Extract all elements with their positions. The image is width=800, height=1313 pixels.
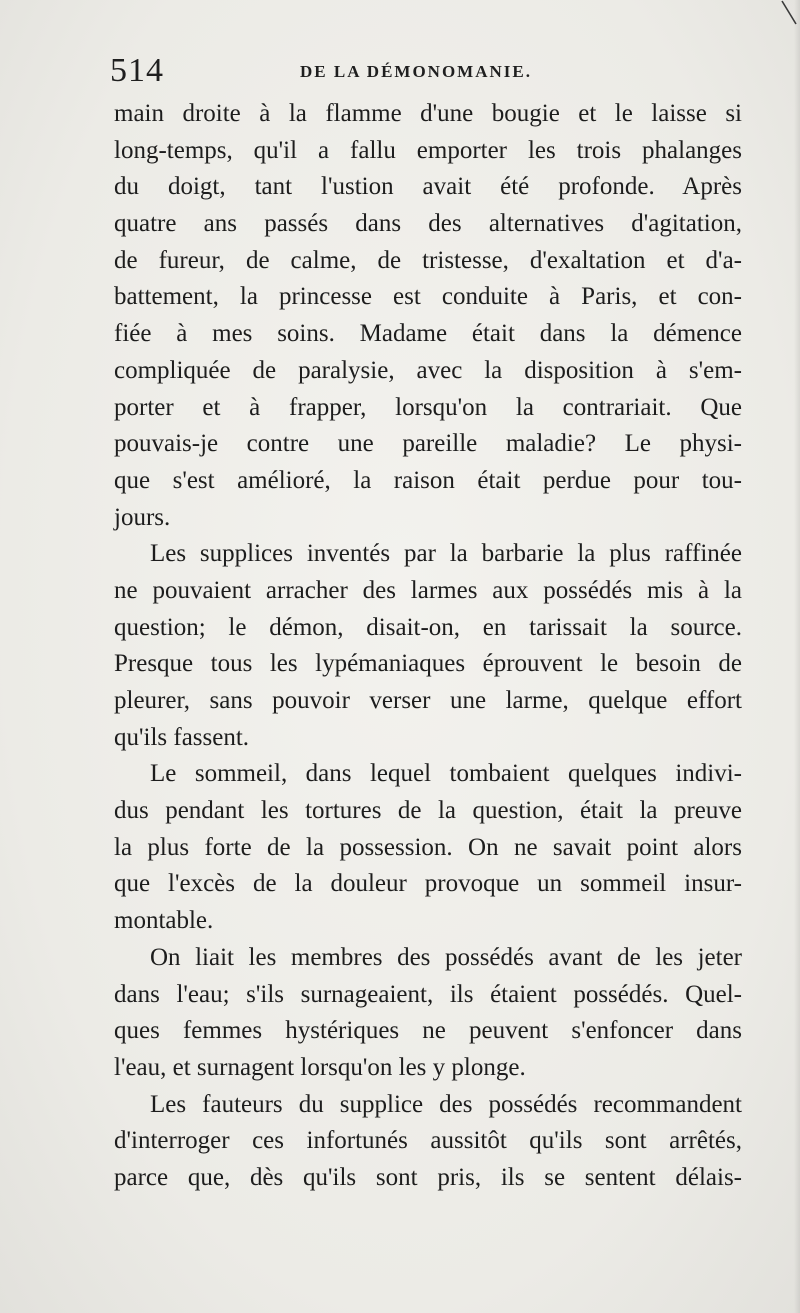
text-line: de fureur, de calme, de tristesse, d'exaltation et d'a- bbox=[114, 246, 742, 274]
text-line: Le sommeil, dans lequel tombaient quelques indivi- bbox=[150, 760, 742, 788]
text-line: dus pendant les tortures de la question, était la preuve bbox=[114, 797, 742, 825]
text-line: porter et à frapper, lorsqu'on la contrariait. Que bbox=[114, 393, 742, 421]
running-title: DE LA DÉMONOMANIE. bbox=[300, 62, 532, 81]
text-line: quatre ans passés dans des alternatives d'agitation, bbox=[114, 210, 742, 238]
text-line: dans l'eau; s'ils surnageaient, ils étaient possédés. Quel- bbox=[114, 980, 742, 1008]
text-line: ne pouvaient arracher des larmes aux possédés mis à la bbox=[114, 576, 742, 604]
text-line: Presque tous les lypémaniaques éprouvent le besoin de bbox=[114, 650, 742, 678]
text-line: Les supplices inventés par la barbarie la plus raffinée bbox=[150, 540, 742, 568]
text-line: compliquée de paralysie, avec la disposition à s'em- bbox=[114, 356, 742, 384]
text-line: jours. bbox=[114, 503, 171, 531]
page-edge-shadow bbox=[794, 0, 800, 1313]
text-line: On liait les membres des possédés avant de les jeter bbox=[150, 943, 742, 971]
text-line: Les fauteurs du supplice des possédés recommandent bbox=[150, 1090, 742, 1118]
text-line: la plus forte de la possession. On ne savait point alors bbox=[114, 833, 742, 861]
text-line: qu'ils fassent. bbox=[114, 723, 250, 751]
text-line: que s'est amélioré, la raison était perdue pour tou- bbox=[114, 466, 742, 494]
text-line: main droite à la flamme d'une bougie et le laisse si bbox=[114, 100, 742, 127]
running-header bbox=[110, 52, 750, 92]
text-line: montable. bbox=[114, 907, 214, 935]
text-line: parce que, dès qu'ils sont pris, ils se sentent délais- bbox=[114, 1163, 742, 1191]
text-line: battement, la princesse est conduite à Paris, et con- bbox=[114, 283, 742, 311]
text-line: ques femmes hystériques ne peuvent s'enfoncer dans bbox=[114, 1017, 742, 1045]
text-line: long-temps, qu'il a fallu emporter les trois phalanges bbox=[114, 136, 742, 164]
body-text bbox=[114, 96, 742, 1197]
text-line: l'eau, et surnagent lorsqu'on les y plonge. bbox=[114, 1053, 526, 1081]
page-corner-mark bbox=[780, 0, 798, 26]
page-number: 514 bbox=[110, 52, 164, 89]
text-line: pouvais-je contre une pareille maladie? Le physi- bbox=[114, 430, 742, 458]
text-line: d'interroger ces infortunés aussitôt qu'ils sont arrêtés, bbox=[114, 1127, 742, 1155]
text-line: question; le démon, disait-on, en tarissait la source. bbox=[114, 613, 742, 641]
text-line: pleurer, sans pouvoir verser une larme, quelque effort bbox=[114, 687, 742, 714]
text-line: que l'excès de la douleur provoque un sommeil insur- bbox=[114, 870, 742, 898]
text-line: fiée à mes soins. Madame était dans la démence bbox=[114, 320, 742, 348]
text-line: du doigt, tant l'ustion avait été profonde. Après bbox=[114, 173, 742, 201]
